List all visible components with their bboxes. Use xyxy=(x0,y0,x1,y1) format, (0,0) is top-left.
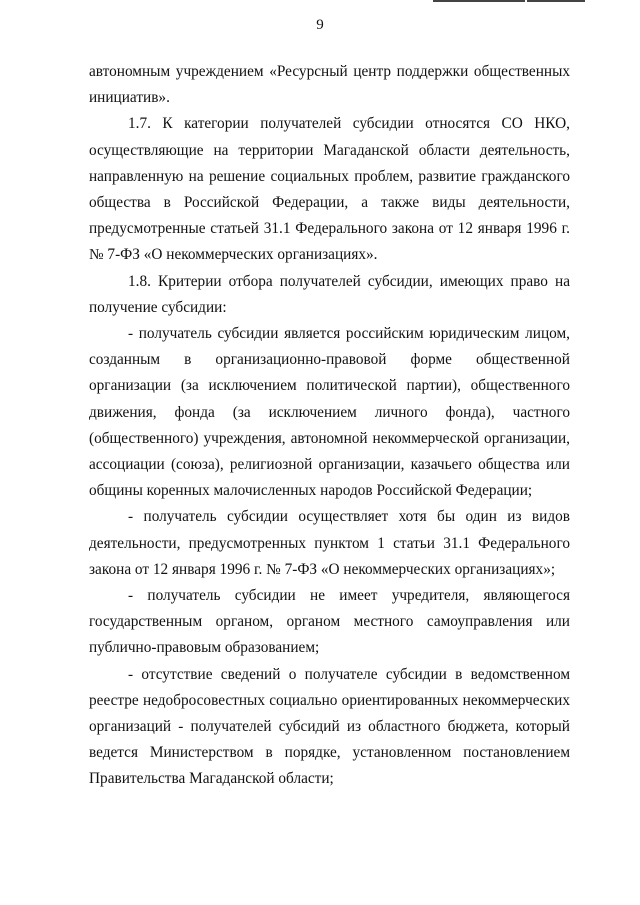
criterion-registry: - отсутствие сведений о получателе субсидии в ведомственном реестре недобросовестных социально ориентированных некоммерческих организаций - получателей субсидий из областного бюджета, который ведется Министерством в порядке, установленном постановлением Правительства Магаданской области; xyxy=(89,665,570,788)
document-body xyxy=(89,59,570,793)
criterion-activity: - получатель субсидии осуществляет хотя бы один из видов деятельности, предусмотренных пунктом 1 статьи 31.1 Федерального закона от 12 января 1996 г. № 7-ФЗ «О некоммерческих организациях»; xyxy=(89,508,570,578)
paragraph-continuation: автономным учреждением «Ресурсный центр поддержки общественных инициатив». xyxy=(89,63,570,107)
criterion-founder: - получатель субсидии не имеет учредителя, являющегося государственным органом, органом местного самоуправления или публично-правовым образованием; xyxy=(89,587,570,657)
paragraph-1-7: 1.7. К категории получателей субсидии относятся СО НКО, осуществляющие на территории Магаданской области деятельность, направленную на решение социальных проблем, развитие гражданского общества в Российской Федерации, а также виды деятельности, предусмотренные статьей 31.1 Федерального закона от 12 января 1996 г. № 7-ФЗ «О некоммерческих организациях». xyxy=(89,115,570,264)
criterion-legal-entity: - получатель субсидии является российским юридическим лицом, созданным в организационно-правовой форме общественной организации (за исключением политической партии), общественного движения, фонда (за исключением личного фонда), частного (общественного) учреждения, автономной некоммерческой организации, ассоциации (союза), религиозной организации, казачьего общества или общины коренных малочисленных народов Российской Федерации; xyxy=(89,325,570,500)
paragraph-1-8: 1.8. Критерии отбора получателей субсидии, имеющих право на получение субсидии: xyxy=(89,272,570,316)
page-number: 9 xyxy=(316,17,324,33)
header-rule xyxy=(433,0,585,2)
